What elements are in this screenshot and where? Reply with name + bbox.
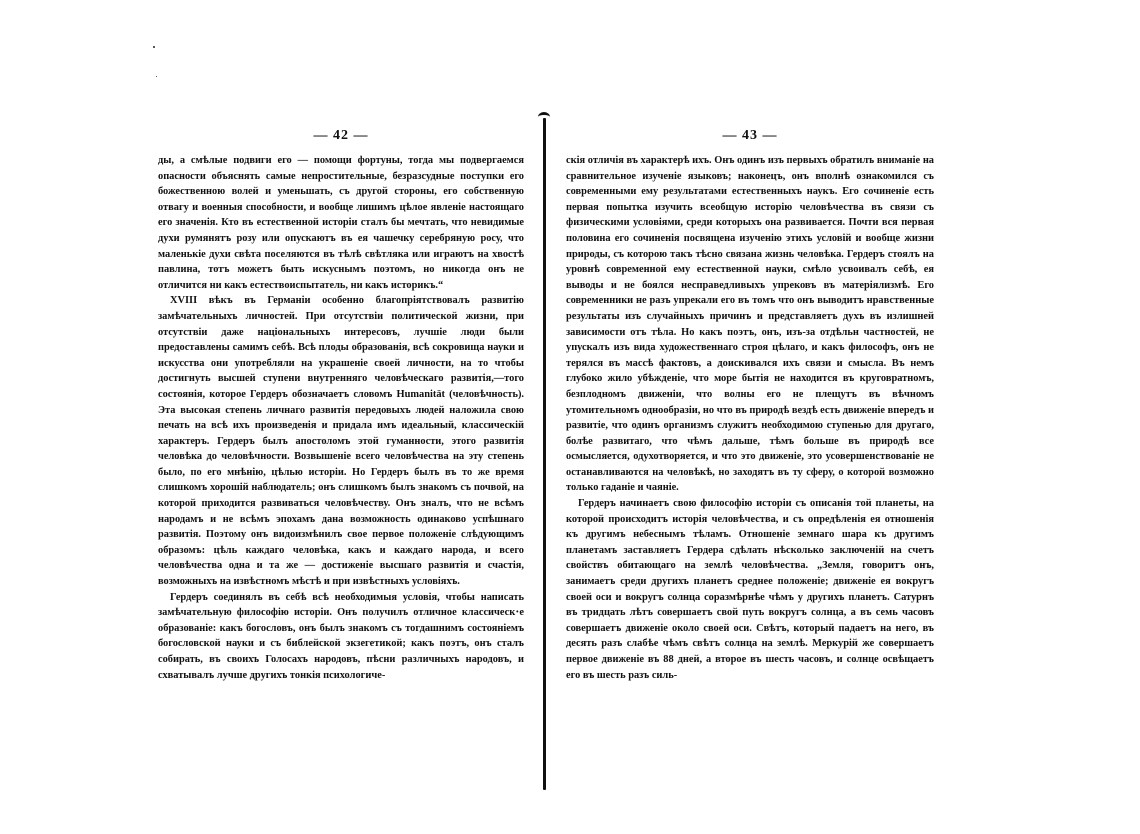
right-paragraph-1: скія отличія въ характерѣ ихъ. Онъ одинъ изъ первыхъ обратилъ вниманіе на сравнительное изученіе языковъ; наконецъ, онъ вполнѣ ознакомился съ современными ему результатами естественныхъ наукъ. Его сочиненіе есть первая попытка изучить всеобщую исторію человѣчества въ связи съ физическими условіями, среди которыхъ она развивается. Почти вся первая половина его сочиненія посвящена изученію этихъ условій и вообще жизни природы, съ которою такъ тѣсно связана жизнь человѣка. Гердеръ стоялъ на уровнѣ современной ему естественной науки, смѣло усвоивалъ себѣ, ея выводы и не боялся несправедливыхъ упрековъ въ матеріялизмѣ. Его современники не разъ упрекали его въ томъ что онъ выводитъ нравственные результаты изъ случайныхъ причинъ и представляетъ духъ въ излишней зависимости отъ тѣла. Но какъ поэтъ, онъ, изъ-за отдѣльн частностей, не упускалъ изъ вида художественнаго строя цѣлаго, и какъ философъ, онъ не терялся въ массѣ фактовъ, а доискивался ихъ связи и смысла. Въ немъ глубоко жило убѣжденіе, что море бытія не находится въ круговратномъ, безплодномъ движеніи, что волны его не плещутъ въ вѣчномъ утомительномъ однообразіи, но что въ природѣ вездѣ есть движеніе впередъ и развитіе, что одинъ организмъ служитъ необходимою ступенью для другаго, болѣе развитаго, что чѣмъ дальше, тѣмъ больше въ природѣ все осмысляется, одухотворяется, и что это движеніе, это усовершенствованіе не останавливаются на человѣкѣ, но заходятъ въ ту сферу, о которой возможно только гаданіе и чаяніе.	[566, 155, 935, 494]
book-spine-gutter	[543, 118, 546, 790]
left-page-text	[158, 153, 524, 683]
left-paragraph-3: Гердеръ соединялъ въ себѣ всѣ необходимыя условія, чтобы написать замѣчательную философію исторіи. Онъ получилъ отличное классическ⋅е образованіе: какъ богословъ, онъ былъ знакомъ съ тогдашнимъ состояніемъ богословской науки и съ библейской экзегетикой; какъ поэтъ, онъ сталъ собирать, въ своихъ Голосахъ народовъ, пѣсни различныхъ народовъ, и схватывалъ лучше другихъ тонкія психологиче-	[158, 591, 524, 681]
left-paragraph-2: XVIII вѣкъ въ Германіи особенно благопріятствовалъ развитію замѣчательныхъ личностей. При отсутствіи политической жизни, при отсутствіи даже національныхъ интересовъ, лучшіе люди были предоставлены самимъ себѣ. Всѣ плоды образованія, всѣ сокровища науки и искусства они употребляли на украшеніе своей личности, на то чтобы достигнуть высшей ступени внутренняго человѣческаго развитія,—того состоянія, которое Гердеръ обозначаетъ словомъ Humanität (человѣчность). Эта высокая степень личнаго развитія передовыхъ людей наложила свою печать на всѣ ихъ произведенія и придала имъ идеальный, классическій характеръ. Гердеръ былъ апостоломъ этой гуманности, этого развитія человѣка до человѣчности. Возвышеніе всего человѣчества на эту степень было, по его мнѣнію, цѣлью исторіи. Но Гердеръ былъ въ то же время слишкомъ хорошій наблюдатель; онъ слишкомъ былъ знакомъ съ почвой, на которой приходится развиваться человѣчеству. Онъ зналъ, что не всѣмъ народамъ и не всѣмъ эпохамъ дана возможность одинаково успѣшнаго развитія. Поэтому онъ видоизмѣнилъ свое первое положеніе слѣдующимъ образомъ: цѣль каждаго человѣка, какъ и каждаго народа, и всего человѣчества одна и та же — достиженіе высшаго развитія и счастія, возможныхъ на извѣстномъ мѣстѣ и при извѣстныхъ условіяхъ.	[158, 295, 524, 588]
page-number-42: — 42 —	[313, 128, 369, 143]
right-paragraph-2: Гердеръ начинаетъ свою философію исторіи съ описанія той планеты, на которой происходитъ исторія человѣчества, и съ опредѣленія ея отношенія къ другимъ небеснымъ тѣламъ. Отношеніе земнаго шара къ другимъ планетамъ заставляетъ Гердера сдѣлать нѣсколько заключеній на счетъ свойствъ обитающаго на землѣ человѣчества. „Земля, говоритъ онъ, занимаетъ среди другихъ планетъ среднее положеніе; движеніе ея вокругъ своей оси и вокругъ солнца соразмѣрнѣе чѣмъ у другихъ планетъ. Сатурнъ въ тридцать лѣтъ совершаетъ свой путь вокругъ солнца, а въ семь часовъ совершаетъ движеніе около своей оси. Свѣтъ, который падаетъ на него, въ десять разъ слабѣе чѣмъ свѣтъ солнца на землѣ. Меркурій же совершаетъ первое движеніе въ 88 дней, а второе въ шесть часовъ, и солнце освѣщаетъ его въ шесть разъ силь-	[566, 498, 934, 681]
right-page-text	[566, 153, 934, 683]
page-number-43: — 43 —	[722, 128, 778, 143]
margin-speck-lower	[156, 76, 157, 77]
left-paragraph-1: ды, а смѣлые подвиги его — помощи фортуны, тогда мы подвергаемся опасности объяснять самые непростительные, безразсудные поступки его божественною волей и уменьшать, съ другой стороны, его собственную отвагу и военныя способности, и вообще лишимъ цѣлое явленіе настоящаго его значенія. Кто въ естественной исторіи сталъ бы мечтать, что невидимые духи румянятъ розу или опускаютъ въ ея чашечку серебряную росу, что маленькіе духи свѣта поселяются въ тѣлѣ свѣтляка или играютъ на хвостѣ павлина, тотъ можетъ быть искуснымъ поэтомъ, но никогда онъ не отличится ни какъ естествоиспытатель, ни какъ историкъ.“	[158, 155, 524, 291]
margin-speck-top	[153, 46, 155, 48]
